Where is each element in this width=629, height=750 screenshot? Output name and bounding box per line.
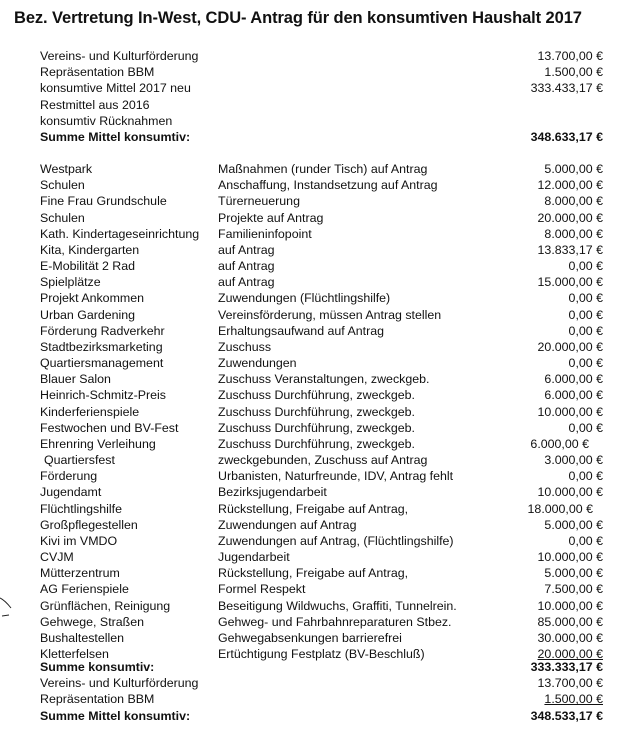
summary-label: konsumtive Mittel 2017 neu (40, 81, 191, 96)
summary-label: Repräsentation BBM (40, 65, 155, 80)
item-name: Quartiersmanagement (40, 356, 164, 371)
funding-summary (0, 48, 629, 145)
item-description: auf Antrag (218, 275, 275, 290)
table-row (0, 258, 629, 274)
item-name: Grünflächen, Reinigung (40, 598, 171, 613)
summary-amount: 333.433,17 € (530, 81, 603, 96)
item-name: CVJM (40, 550, 74, 565)
item-description: Bezirksjugendarbeit (218, 485, 327, 500)
totals-amount: 1.500,00 € (544, 692, 603, 707)
item-name: Ehrenring Verleihung (40, 436, 156, 451)
item-name: Jugendamt (40, 485, 102, 500)
item-description: zweckgebunden, Zuschuss auf Antrag (218, 453, 428, 468)
item-description: Zuschuss Veranstaltungen, zweckgeb. (218, 372, 430, 387)
item-amount: 6.000,00 € (544, 388, 603, 403)
item-name: Bushaltestellen (40, 630, 125, 645)
item-name: AG Ferienspiele (40, 582, 129, 597)
item-name: Blauer Salon (40, 372, 111, 387)
document-title: Bez. Vertretung In-West, CDU- Antrag für den konsumtiven Haushalt 2017 (14, 9, 582, 27)
item-description: Zuwendungen (Flüchtlingshilfe) (218, 291, 391, 306)
item-name: Urban Gardening (40, 307, 136, 322)
item-description: Rückstellung, Freigabe auf Antrag, (218, 566, 409, 581)
table-row (0, 290, 629, 306)
summary-total-label: Summe Mittel konsumtiv: (40, 129, 191, 144)
totals-row (0, 691, 629, 707)
item-description: Maßnahmen (runder Tisch) auf Antrag (218, 162, 428, 176)
summary-row (0, 64, 629, 80)
table-row (0, 161, 629, 177)
totals-row (0, 708, 629, 724)
item-description: Beseitigung Wildwuchs, Graffiti, Tunnelrein. (218, 598, 457, 613)
item-name: Kath. Kindertageseinrichtung (40, 226, 200, 241)
item-name: E-Mobilität 2 Rad (40, 259, 136, 274)
table-row (0, 307, 629, 323)
item-amount: 6.000,00 € (544, 372, 603, 387)
item-description: Gehweg- und Fahrbahnreparaturen Stbez. (218, 614, 452, 629)
table-row (0, 484, 629, 500)
item-name: Förderung Radverkehr (40, 323, 165, 338)
summary-row (0, 80, 629, 96)
summary-amount: 1.500,00 € (544, 65, 603, 80)
table-row (0, 598, 629, 614)
table-row (0, 630, 629, 646)
item-name: Schulen (40, 210, 85, 225)
summary-row (0, 97, 629, 113)
item-name: Förderung (40, 469, 98, 484)
item-description: Zuschuss Durchführung, zweckgeb. (218, 436, 415, 451)
totals-label: Repräsentation BBM (40, 692, 155, 707)
item-amount: 0,00 € (568, 469, 603, 484)
item-amount: 8.000,00 € (544, 194, 603, 209)
item-name: Schulen (40, 178, 85, 193)
item-name: Flüchtlingshilfe (40, 501, 122, 516)
item-amount: 0,00 € (568, 533, 603, 548)
item-description: Vereinsförderung, müssen Antrag stellen (218, 307, 442, 322)
item-name: Quartiersfest (44, 453, 115, 468)
table-row (0, 581, 629, 597)
item-name: Westpark (40, 162, 93, 176)
item-name: Großpflegestellen (40, 517, 138, 532)
item-description: Türerneuerung (218, 194, 300, 209)
totals-amount: 348.533,17 € (530, 708, 603, 723)
table-row (0, 565, 629, 581)
item-description: Zuschuss Durchführung, zweckgeb. (218, 404, 415, 419)
item-description: Ertüchtigung Festplatz (BV-Beschluß) (218, 647, 425, 662)
totals-section (0, 659, 629, 724)
item-amount: 18.000,00 € (527, 501, 593, 516)
item-description: Gehwegabsenkungen barrierefrei (218, 630, 402, 645)
item-name: Stadtbezirksmarketing (40, 339, 163, 354)
summary-amount: 13.700,00 € (537, 49, 603, 63)
table-row (0, 614, 629, 630)
table-row (0, 387, 629, 403)
table-row (0, 355, 629, 371)
item-description: Zuwendungen (218, 356, 297, 371)
item-description: Zuschuss (218, 339, 272, 354)
item-name: Gehwege, Straßen (40, 614, 145, 629)
item-description: Familieninfopoint (218, 226, 312, 241)
item-name: Kita, Kindergarten (40, 242, 140, 257)
item-amount: 15.000,00 € (537, 275, 603, 290)
item-name: Festwochen und BV-Fest (40, 420, 179, 435)
totals-amount: 13.700,00 € (537, 676, 603, 691)
table-row (0, 339, 629, 355)
item-name: Spielplätze (40, 275, 101, 290)
item-description: auf Antrag (218, 259, 275, 274)
item-description: Rückstellung, Freigabe auf Antrag, (218, 501, 409, 516)
item-name: Heinrich-Schmitz-Preis (40, 388, 166, 403)
table-row (0, 274, 629, 290)
table-row (0, 436, 629, 452)
summary-row (0, 113, 629, 129)
table-row (0, 323, 629, 339)
item-amount: 10.000,00 € (537, 485, 603, 500)
table-row (0, 193, 629, 209)
item-amount: 0,00 € (568, 356, 603, 371)
item-name: Projekt Ankommen (40, 291, 144, 306)
item-amount: 10.000,00 € (537, 404, 603, 419)
totals-label: Summe konsumtiv: (40, 660, 155, 674)
scan-margin-mark (0, 594, 14, 618)
item-amount: 20.000,00 € (537, 210, 603, 225)
item-amount: 0,00 € (568, 420, 603, 435)
totals-label: Vereins- und Kulturförderung (40, 676, 199, 691)
table-row (0, 420, 629, 436)
item-amount: 8.000,00 € (544, 226, 603, 241)
table-row (0, 452, 629, 468)
item-amount: 5.000,00 € (544, 517, 603, 532)
summary-label: Vereins- und Kulturförderung (40, 49, 199, 63)
item-amount: 13.833,17 € (537, 242, 603, 257)
table-row (0, 371, 629, 387)
item-name: Mütterzentrum (40, 566, 120, 581)
totals-row (0, 675, 629, 691)
table-row (0, 226, 629, 242)
item-name: Fine Frau Grundschule (40, 194, 167, 209)
item-description: Zuschuss Durchführung, zweckgeb. (218, 420, 415, 435)
item-amount: 0,00 € (568, 307, 603, 322)
summary-label: konsumtiv Rücknahmen (40, 113, 173, 128)
budget-items (0, 161, 629, 662)
table-row (0, 242, 629, 258)
item-amount: 12.000,00 € (537, 178, 603, 193)
totals-label: Summe Mittel konsumtiv: (40, 708, 191, 723)
item-amount: 0,00 € (568, 291, 603, 306)
item-amount: 30.000,00 € (537, 630, 603, 645)
item-amount: 7.500,00 € (544, 582, 603, 597)
item-amount: 20.000,00 € (537, 647, 603, 662)
item-description: Anschaffung, Instandsetzung auf Antrag (218, 178, 438, 193)
item-amount: 3.000,00 € (544, 453, 603, 468)
item-amount: 20.000,00 € (537, 339, 603, 354)
summary-total-amount: 348.633,17 € (530, 129, 603, 144)
totals-amount: 333.333,17 € (530, 660, 603, 674)
item-description: Formel Respekt (218, 582, 306, 597)
table-row (0, 210, 629, 226)
summary-total-row (0, 129, 629, 145)
item-name: Kivi im VMDO (40, 533, 118, 548)
item-description: Zuschuss Durchführung, zweckgeb. (218, 388, 415, 403)
item-amount: 10.000,00 € (537, 550, 603, 565)
table-row (0, 404, 629, 420)
item-name: Kletterfelsen (40, 647, 109, 662)
item-description: Zuwendungen auf Antrag (218, 517, 357, 532)
table-row (0, 517, 629, 533)
item-description: Projekte auf Antrag (218, 210, 324, 225)
summary-row (0, 48, 629, 64)
table-row (0, 177, 629, 193)
item-description: Zuwendungen auf Antrag, (Flüchtlingshilfe) (218, 533, 454, 548)
item-description: Erhaltungsaufwand auf Antrag (218, 323, 385, 338)
table-row (0, 533, 629, 549)
item-description: Jugendarbeit (218, 550, 290, 565)
table-row (0, 468, 629, 484)
item-description: Urbanisten, Naturfreunde, IDV, Antrag fehlt (218, 469, 454, 484)
item-amount: 5.000,00 € (544, 162, 603, 176)
totals-row (0, 659, 629, 675)
item-description: auf Antrag (218, 242, 275, 257)
summary-label: Restmittel aus 2016 (40, 97, 150, 112)
table-row (0, 549, 629, 565)
item-amount: 6.000,00 € (530, 436, 589, 451)
table-row (0, 501, 629, 517)
item-amount: 85.000,00 € (537, 614, 603, 629)
item-name: Kinderferienspiele (40, 404, 140, 419)
item-amount: 0,00 € (568, 323, 603, 338)
item-amount: 5.000,00 € (544, 566, 603, 581)
item-amount: 0,00 € (568, 259, 603, 274)
item-amount: 10.000,00 € (537, 598, 603, 613)
